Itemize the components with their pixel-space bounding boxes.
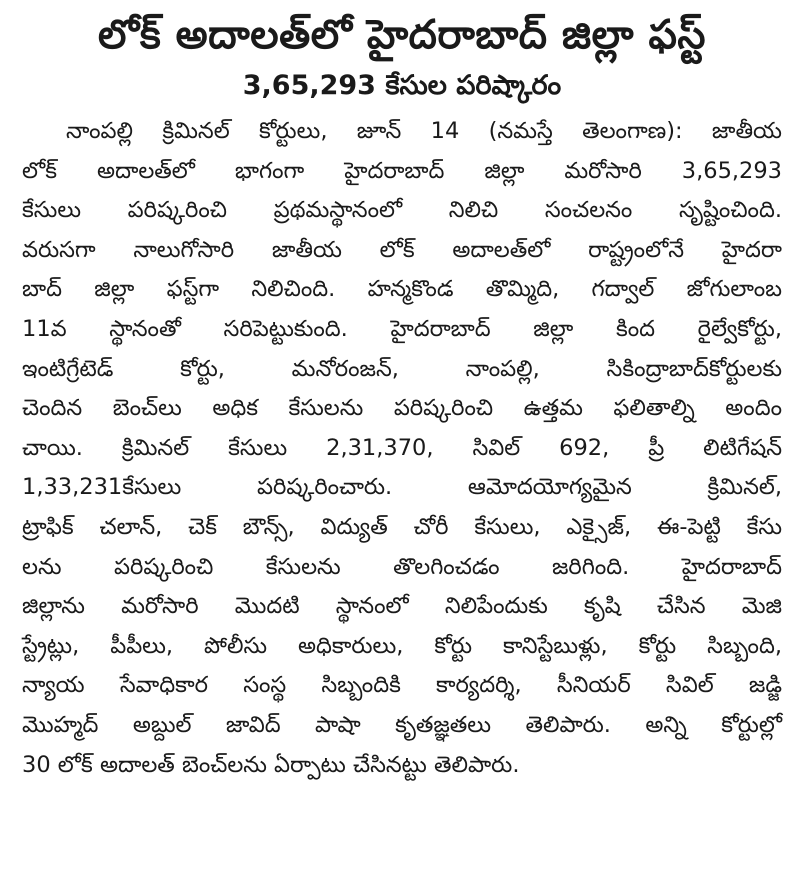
article-line: మొహ్మద్‌ అబ్దుల్‌ జావిద్‌ పాషా కృతజ్ఞతలు తెలిపారు. అన్ని కోర్టుల్లో <box>22 711 782 738</box>
article-line: కేసులు పరిష్కరించి ప్రథమస్థానంలో నిలిచి సంచలనం సృష్టించింది. <box>22 197 782 224</box>
article-subheadline: 3,65,293 కేసుల పరిష్కారం <box>242 70 562 101</box>
article-line: 11వ స్థానంతో సరిపెట్టుకుంది. హైదరాబాద్‌ జిల్లా కింద రైల్వేకోర్టు, <box>22 315 782 342</box>
article-body <box>22 112 782 785</box>
article-line: ఇంటిగ్రేటెడ్‌ కోర్టు, మనోరంజన్‌, నాంపల్లి, సికింద్రాబాద్‌కోర్టులకు <box>22 355 782 382</box>
article-line: జిల్లాను మరోసారి మొదటి స్థానంలో నిలిపేందుకు కృషి చేసిన మెజి <box>22 593 782 620</box>
article-line: నాంపల్లి క్రిమినల్‌ కోర్టులు, జూన్‌ 14 (నమస్తే తెలంగాణ): జాతీయ <box>66 118 782 144</box>
article-line: ట్రాఫిక్‌ చలాన్‌, చెక్‌ బౌన్స్‌, విద్యుత్‌ చోరీ కేసులు, ఎక్సైజ్‌, ఈ-పెట్టి కేసు <box>22 513 782 540</box>
article-line: చాయి. క్రిమినల్‌ కేసులు 2,31,370, సివిల్‌ 692, ప్రీ లిటిగేషన్‌ <box>22 434 782 461</box>
article-line: 1,33,231కేసులు పరిష్కరించారు. ఆమోదయోగ్యమైన క్రిమినల్‌, <box>22 474 782 501</box>
article-line: లను పరిష్కరించి కేసులను తొలగించడం జరిగింది. హైదరాబాద్‌ <box>22 553 782 580</box>
article-line: బాద్‌ జిల్లా ఫస్ట్‌గా నిలిచింది. హన్మకొండ తొమ్మిది, గద్వాల్‌ జోగులాంబ <box>22 276 782 303</box>
article-line: లోక్‌ అదాలత్‌లో భాగంగా హైదరాబాద్‌ జిల్లా మరోసారి 3,65,293 <box>22 157 782 184</box>
article-line: 30 లోక్‌ అదాలత్‌ బెంచ్‌లను ఏర్పాటు చేసినట్టు తెలిపారు. <box>22 751 520 778</box>
article-line: చెందిన బెంచ్‌లు అధిక కేసులను పరిష్కరించి ఉత్తమ ఫలితాల్ని అందిం <box>22 395 782 422</box>
article-line: స్ట్రేట్లు, పీపీలు, పోలీసు అధికారులు, కోర్టు కానిస్టేబుళ్లు, కోర్టు సిబ్బంది, <box>22 632 782 659</box>
article-line: న్యాయ సేవాధికార సంస్థ సిబ్బందికి కార్యదర్శి, సీనియర్‌ సివిల్‌ జడ్జి <box>22 672 782 699</box>
article-line: వరుసగా నాలుగోసారి జాతీయ లోక్‌ అదాలత్‌లో రాష్ట్రంలోనే హైదరా <box>22 236 782 263</box>
article-headline: లోక్‌ అదాలత్‌లో హైదరాబాద్‌ జిల్లా ఫస్ట్‌ <box>98 12 706 58</box>
